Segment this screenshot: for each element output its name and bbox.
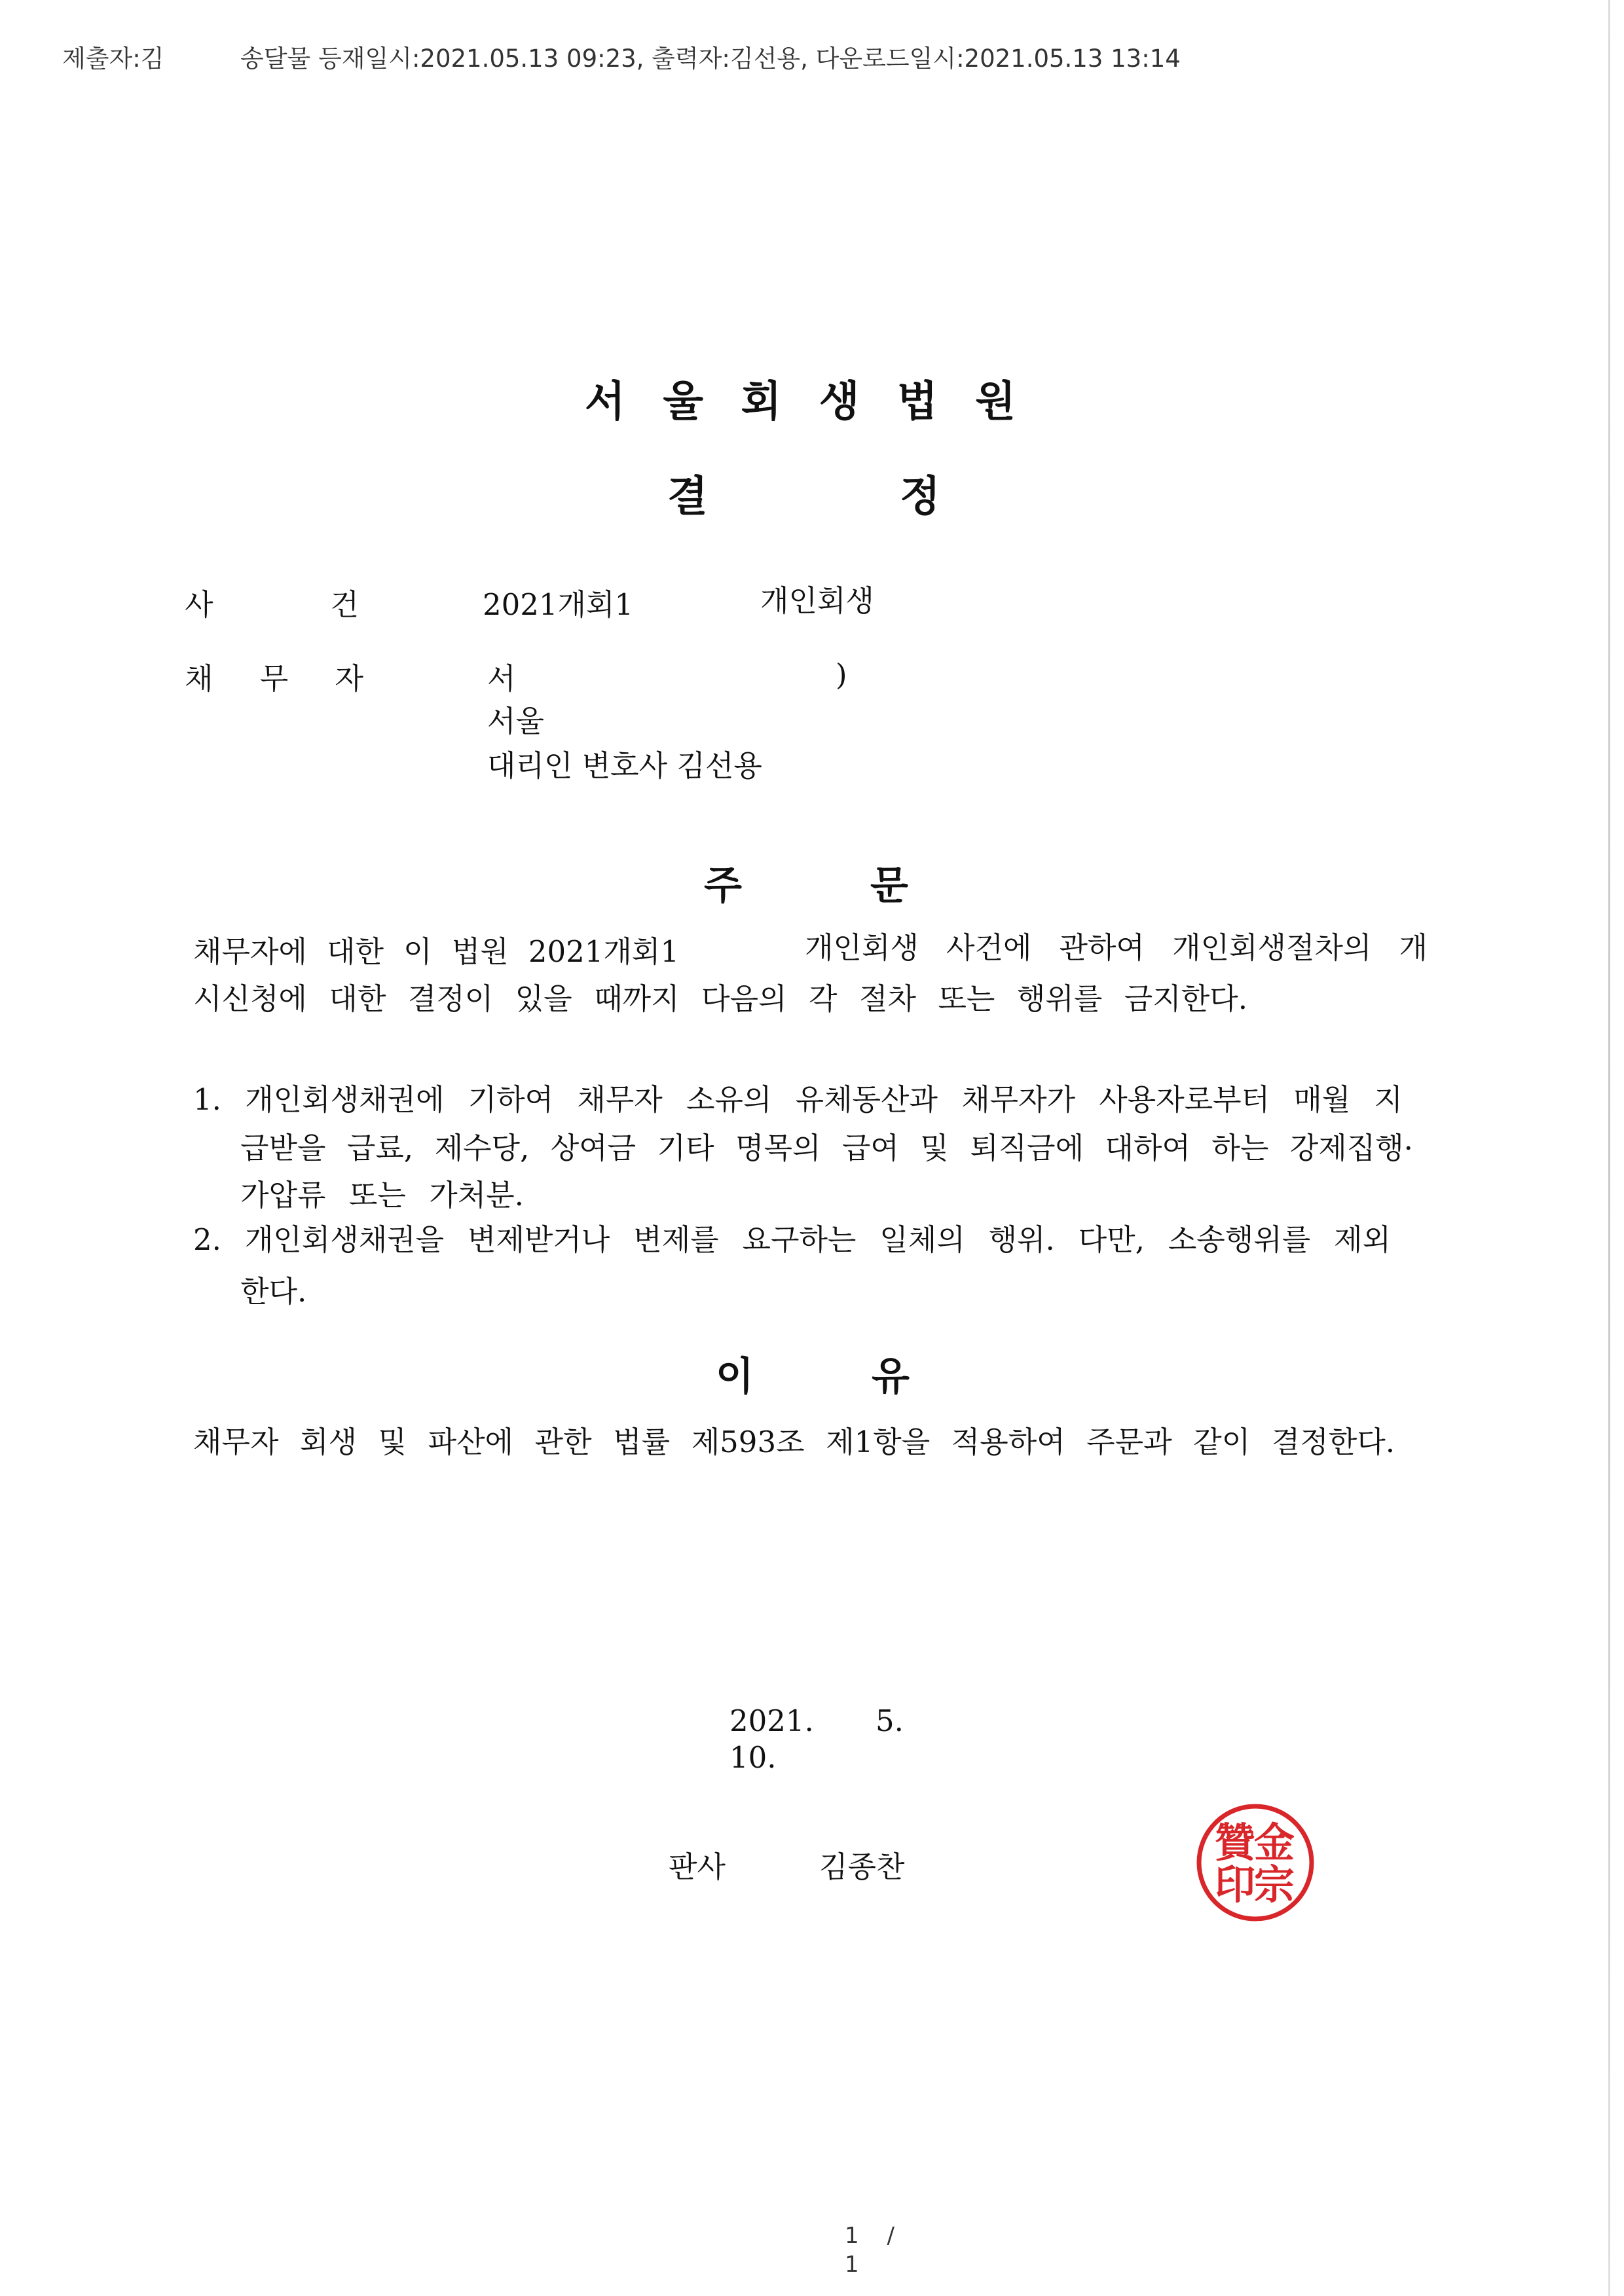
debtor-label: 채 무 자 [185, 661, 363, 696]
case-label: 사 건 [185, 587, 359, 622]
order-intro-line2: 시신청에 대한 결정이 있을 때까지 다음의 각 절차 또는 행위를 금지한다. [193, 981, 1247, 1016]
debtor-address: 서울 [487, 704, 544, 738]
order-intro-line1-b: 개인회생 사건에 관하여 개인회생절차의 개 [805, 930, 1428, 965]
court-name: 서 울 회 생 법 원 [585, 378, 1016, 426]
reason-text: 채무자 회생 및 파산에 관한 법률 제593조 제1항을 적용하여 주문과 같이 결정한다. [193, 1425, 1395, 1459]
seal-char-4: 印 [1214, 1861, 1256, 1908]
seal-char-1: 金 [1253, 1819, 1295, 1867]
case-name: 개인회생 [760, 583, 874, 618]
debtor-agent: 대리인 변호사 김선용 [487, 748, 762, 783]
debtor-paren: ) [836, 657, 847, 692]
judge-seal [1194, 1802, 1316, 1923]
order-heading: 주 문 [704, 863, 908, 909]
judge-label: 판사 [669, 1850, 726, 1884]
reason-heading: 이 유 [716, 1354, 910, 1400]
order-item-1-line1: 1. 개인회생채권에 기하여 채무자 소유의 유체동산과 채무자가 사용자로부터 매월 지 [193, 1082, 1403, 1117]
order-item-2-line1: 2. 개인회생채권을 변제받거나 변제를 요구하는 일체의 행위. 다만, 소송행위를 제외 [193, 1222, 1391, 1257]
page-number: 1 / 1 [845, 2223, 895, 2278]
case-number: 2021개회1 [483, 587, 634, 622]
order-item-1-line2: 급받을 급료, 제수당, 상여금 기타 명목의 급여 및 퇴직금에 대하여 하는 강제집행· [240, 1131, 1413, 1165]
judge-name: 김종찬 [819, 1850, 905, 1884]
seal-char-2: 宗 [1253, 1861, 1295, 1908]
order-item-1-line3: 가압류 또는 가처분. [240, 1178, 524, 1212]
debtor-name: 서 [487, 661, 516, 696]
decision-date: 2021. 5. 10. [729, 1704, 904, 1775]
order-item-2-line2: 한다. [240, 1274, 307, 1309]
seal-char-3: 贊 [1214, 1819, 1256, 1867]
scan-edge-line [1608, 0, 1610, 2296]
order-intro-line1-a: 채무자에 대한 이 법원 2021개회1 [193, 934, 679, 969]
document-type: 결 정 [667, 473, 940, 521]
delivery-info: 송달물 등재일시:2021.05.13 09:23, 출력자:김선용, 다운로드일시:2021.05.13 13:14 [240, 45, 1181, 73]
submitter-label: 제출자:김 [62, 45, 164, 73]
